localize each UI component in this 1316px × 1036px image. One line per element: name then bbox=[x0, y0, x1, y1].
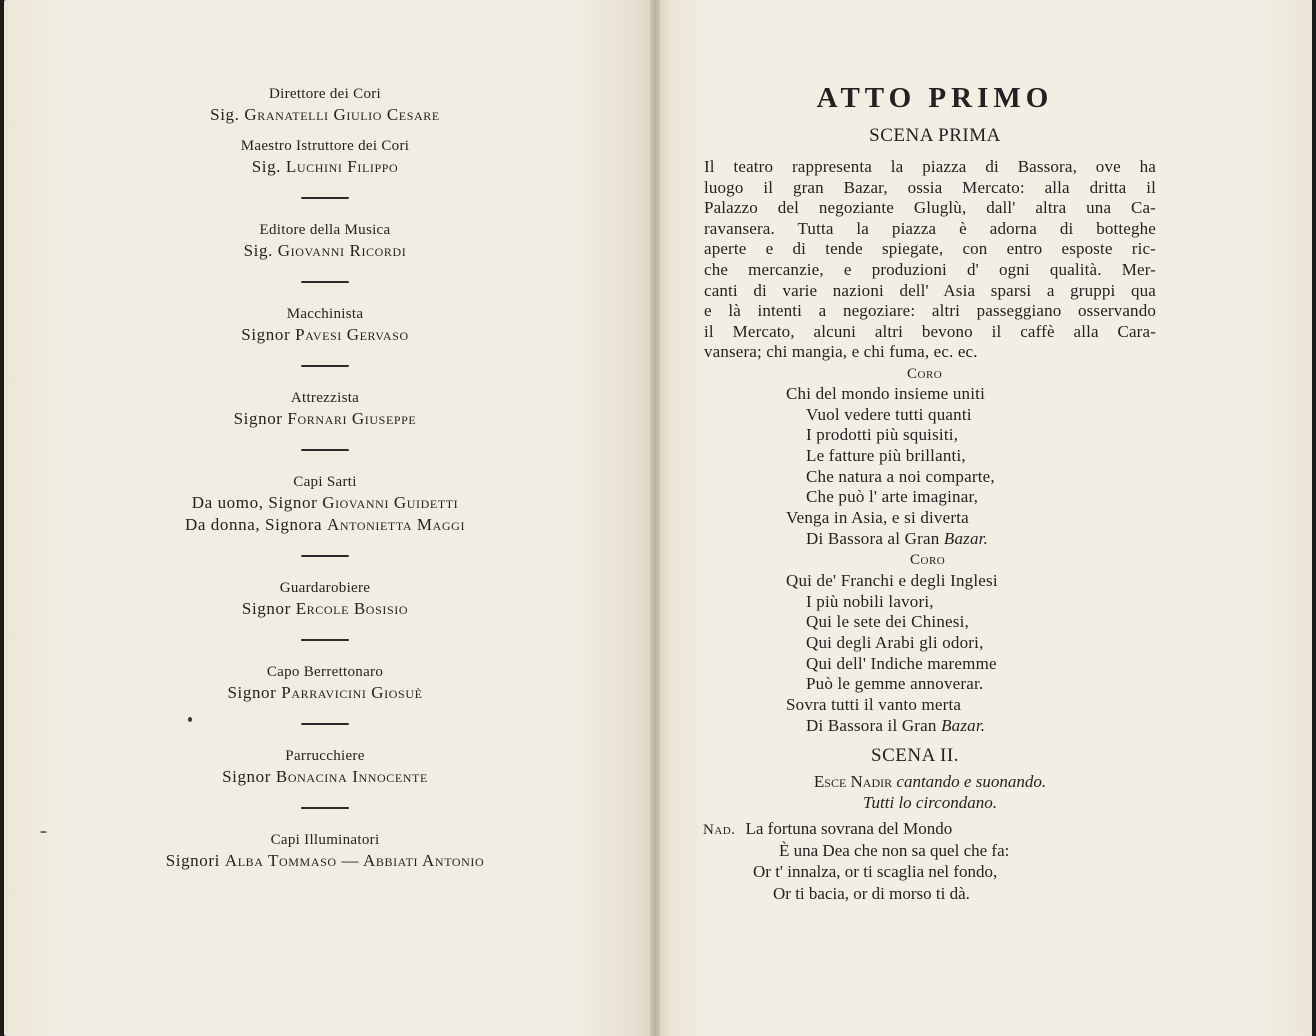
credit-prefix: Sig. bbox=[251, 157, 286, 176]
description-line: Il teatro rappresenta la piazza di Bassora, ove ha bbox=[704, 157, 1156, 176]
credits-list bbox=[0, 84, 650, 872]
description-line: Palazzo del negoziante Gluglù, dall' altra una Ca- bbox=[704, 198, 1156, 218]
speech-line bbox=[703, 818, 1009, 840]
credit-person: Giovanni Ricordi bbox=[277, 241, 407, 260]
credit-tailors bbox=[0, 472, 650, 536]
coro-verse-1 bbox=[786, 384, 995, 550]
description-line: ravansera. Tutta la piazza è adorna di botteghe bbox=[704, 218, 1156, 238]
ink-speck bbox=[40, 831, 47, 833]
credit-wigmaker bbox=[0, 746, 650, 788]
verse-line: Vuol vedere tutti quanti bbox=[806, 404, 972, 424]
credit-lighting bbox=[0, 830, 650, 872]
scene-title-1: SCENA PRIMA bbox=[869, 125, 1001, 146]
description-line: aperte e di tende spiegate, con entro esposte ric- bbox=[704, 239, 1156, 259]
verse-line: Sovra tutti il vanto merta bbox=[786, 695, 962, 715]
credit-person: Luchini Filippo bbox=[285, 157, 399, 176]
credit-role: Attrezzista bbox=[290, 390, 360, 406]
stage-text: cantando e suonando. bbox=[896, 772, 1047, 791]
verse-text: Di Bassora al Gran bbox=[806, 528, 944, 548]
verse-line: Qui de' Franchi e degli Inglesi bbox=[786, 571, 998, 590]
credit-prefix: Sig. bbox=[243, 241, 278, 260]
credit-person: Alba Tommaso — Abbiati Antonio bbox=[224, 851, 485, 870]
verse-text: Di Bassora il Gran bbox=[806, 715, 942, 735]
coro-label: Coro bbox=[910, 552, 946, 568]
nadir-speech bbox=[703, 818, 1009, 904]
credit-role: Parrucchiere bbox=[285, 748, 365, 764]
verse-line bbox=[786, 529, 995, 550]
credit-prefix: Da uomo, Signor bbox=[191, 493, 323, 512]
credit-wardrobe bbox=[0, 578, 650, 620]
credit-machinist bbox=[0, 304, 650, 346]
speaker-label: Nad. bbox=[703, 822, 736, 838]
credit-prefix: Sig. bbox=[210, 105, 245, 124]
credit-role: Macchinista bbox=[286, 306, 364, 322]
stage-direction bbox=[695, 792, 1165, 814]
description-line: luogo il gran Bazar, ossia Mercato: alla dritta il bbox=[704, 177, 1156, 197]
divider bbox=[301, 281, 349, 283]
credit-name bbox=[0, 408, 650, 430]
divider bbox=[301, 365, 349, 367]
credit-person: Giovanni Guidetti bbox=[322, 493, 459, 512]
book-gutter bbox=[650, 0, 660, 1036]
credit-prefix: Signor bbox=[222, 767, 276, 786]
verse-line: I più nobili lavori, bbox=[806, 591, 934, 611]
verse-line: Chi del mondo insieme uniti bbox=[786, 384, 985, 403]
verse-line bbox=[786, 716, 998, 737]
credit-name bbox=[0, 324, 650, 346]
speech-line: Or ti bacia, or di morso ti dà. bbox=[773, 883, 970, 903]
coro-verse-2 bbox=[786, 571, 998, 737]
credit-prefix: Signor bbox=[241, 599, 296, 618]
speech-line: È una Dea che non sa quel che fa: bbox=[779, 840, 1010, 860]
verse-line: Venga in Asia, e si diverta bbox=[786, 508, 969, 528]
verse-line: Qui le sete dei Chinesi, bbox=[806, 612, 969, 632]
credit-person: Ercole Bosisio bbox=[295, 599, 409, 618]
credit-role: Capi Sarti bbox=[293, 474, 357, 490]
bazar-word: Bazar. bbox=[943, 528, 989, 548]
description-line: il Mercato, alcuni altri bevono il caffè alla Cara- bbox=[704, 321, 1156, 341]
credit-prefix: Signori bbox=[165, 851, 225, 870]
divider bbox=[301, 449, 349, 451]
stage-direction bbox=[695, 771, 1165, 793]
credit-props bbox=[0, 388, 650, 430]
verse-line: Qui degli Arabi gli odori, bbox=[806, 633, 984, 653]
verse-line: Qui dell' Indiche maremme bbox=[806, 653, 997, 673]
credit-music-publisher bbox=[0, 220, 650, 262]
credit-person: Antonietta Maggi bbox=[327, 515, 466, 534]
credit-role: Maestro Istruttore dei Cori bbox=[240, 138, 410, 154]
credit-role: Guardarobiere bbox=[279, 580, 371, 596]
verse-line: I prodotti più squisiti, bbox=[806, 425, 959, 445]
description-line: vansera; chi mangia, e chi fuma, ec. ec. bbox=[704, 342, 978, 362]
scene-description bbox=[704, 157, 1156, 363]
credit-name bbox=[0, 104, 650, 126]
verse-line: Le fatture più brillanti, bbox=[806, 446, 966, 466]
divider bbox=[301, 197, 349, 199]
stage-character: Esce Nadir bbox=[813, 772, 897, 791]
speech-text: La fortuna sovrana del Mondo bbox=[745, 819, 953, 838]
credit-coro-director bbox=[0, 84, 650, 126]
divider bbox=[301, 555, 349, 557]
credit-coro-instructor bbox=[0, 136, 650, 178]
verse-line: Può le gemme annoverar. bbox=[806, 674, 984, 694]
credit-name bbox=[0, 766, 650, 788]
credit-name bbox=[0, 240, 650, 262]
coro-label: Coro bbox=[907, 366, 943, 382]
scene-title-2: SCENA II. bbox=[871, 745, 959, 766]
credit-prefix: Signor bbox=[233, 409, 288, 428]
credit-role: Direttore dei Cori bbox=[268, 86, 382, 102]
credit-person: Parravicini Giosuè bbox=[281, 683, 423, 702]
credit-prefix: Signor bbox=[227, 683, 282, 702]
bazar-word: Bazar. bbox=[941, 715, 986, 735]
credit-name bbox=[0, 514, 650, 536]
credit-person: Bonacina Innocente bbox=[275, 767, 428, 786]
description-line: che mercanzie, e produzioni d' ogni qualità. Mer- bbox=[704, 259, 1156, 279]
credit-name bbox=[0, 598, 650, 620]
credit-role: Capi Illuminatori bbox=[270, 832, 380, 848]
credit-name bbox=[0, 156, 650, 178]
verse-line: Che può l' arte imaginar, bbox=[806, 487, 979, 507]
credit-name bbox=[0, 682, 650, 704]
description-line: canti di varie nazioni dell' Asia sparsi a gruppi qua bbox=[704, 280, 1156, 300]
credit-role: Editore della Musica bbox=[259, 222, 391, 238]
credit-prefix: Da donna, Signora bbox=[184, 515, 327, 534]
act-title: ATTO PRIMO bbox=[816, 82, 1054, 114]
credit-role: Capo Berrettonaro bbox=[266, 664, 384, 680]
stage-text: Tutti lo circondano. bbox=[863, 793, 997, 812]
credit-prefix: Signor bbox=[241, 325, 296, 344]
ink-speck bbox=[188, 717, 192, 722]
divider bbox=[301, 807, 349, 809]
speech-line: Or t' innalza, or ti scaglia nel fondo, bbox=[753, 862, 998, 881]
divider bbox=[301, 639, 349, 641]
divider bbox=[301, 723, 349, 725]
credit-person: Pavesi Gervaso bbox=[295, 325, 409, 344]
credit-name bbox=[0, 492, 650, 514]
description-line: e là intenti a negoziare: altri passeggiano osservando bbox=[704, 301, 1156, 321]
credit-hatmaker bbox=[0, 662, 650, 704]
verse-line: Che natura a noi comparte, bbox=[806, 466, 995, 486]
credit-name bbox=[0, 850, 650, 872]
credit-person: Fornari Giuseppe bbox=[287, 409, 417, 428]
credit-person: Granatelli Giulio Cesare bbox=[244, 105, 440, 124]
